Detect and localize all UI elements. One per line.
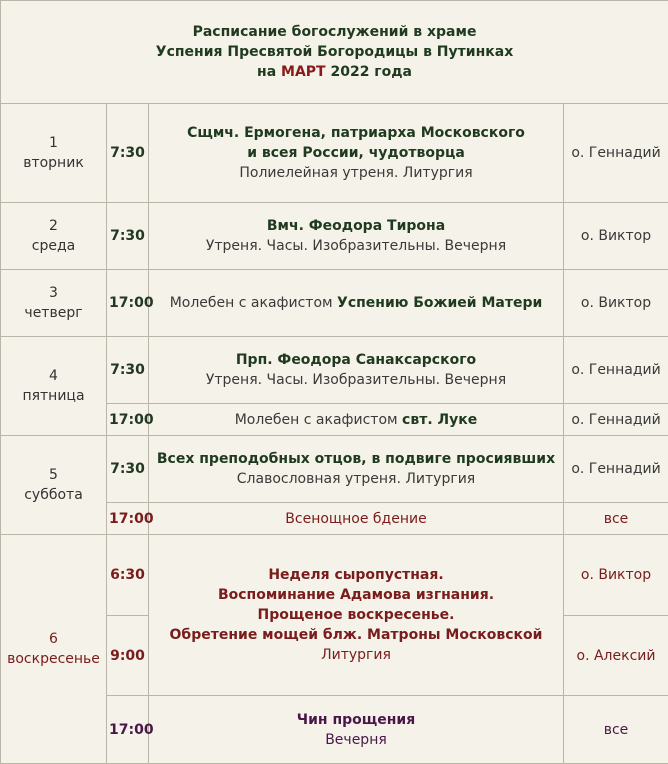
day-weekday: вторник	[3, 153, 104, 173]
day-cell	[1, 203, 107, 270]
day-cell	[1, 436, 107, 535]
feast-name: Чин прощения	[151, 710, 561, 730]
day-weekday: воскресенье	[3, 649, 104, 669]
service-cell	[149, 535, 564, 696]
feast-name: Обретение мощей блж. Матроны Московской	[151, 625, 561, 645]
service-cell	[149, 696, 564, 764]
day-weekday: четверг	[3, 303, 104, 323]
day-number: 5	[3, 465, 104, 485]
day-number: 1	[3, 133, 104, 153]
service-time: 17:00	[107, 404, 149, 436]
priest-name: о. Геннадий	[564, 404, 668, 436]
service-time: 7:30	[107, 436, 149, 503]
table-row	[1, 337, 668, 404]
priest-name: о. Виктор	[564, 270, 668, 337]
schedule-title	[1, 1, 668, 104]
table-row	[1, 270, 668, 337]
table-row	[1, 535, 668, 616]
day-number: 3	[3, 283, 104, 303]
day-cell	[1, 535, 107, 764]
service-name: Утреня. Часы. Изобразительны. Вечерня	[151, 236, 561, 256]
service-time: 7:30	[107, 203, 149, 270]
day-number: 6	[3, 629, 104, 649]
header-row	[1, 1, 668, 104]
service-name: Полиелейная утреня. Литургия	[151, 163, 561, 183]
priest-name: о. Виктор	[564, 535, 668, 616]
service-cell: Молебен с акафистом свт. Луке	[149, 404, 564, 436]
service-name: Всенощное бдение	[149, 503, 564, 535]
day-number: 4	[3, 366, 104, 386]
service-cell	[149, 436, 564, 503]
table-row	[1, 436, 668, 503]
service-cell	[149, 203, 564, 270]
table-row	[1, 203, 668, 270]
feast-name: Воспоминание Адамова изгнания.	[151, 585, 561, 605]
priest-name: все	[564, 696, 668, 764]
table-row	[1, 104, 668, 203]
service-time: 17:00	[107, 503, 149, 535]
priest-name: о. Геннадий	[564, 436, 668, 503]
service-cell	[149, 104, 564, 203]
day-cell	[1, 104, 107, 203]
title-line-2: Успения Пресвятой Богородицы в Путинках	[3, 42, 666, 62]
day-cell	[1, 270, 107, 337]
priest-name: о. Геннадий	[564, 104, 668, 203]
feast-name: Вмч. Феодора Тирона	[151, 216, 561, 236]
service-time: 17:00	[107, 696, 149, 764]
day-cell	[1, 337, 107, 436]
day-weekday: среда	[3, 236, 104, 256]
priest-name: о. Алексий	[564, 616, 668, 696]
title-line-1: Расписание богослужений в храме	[3, 22, 666, 42]
service-time: 6:30	[107, 535, 149, 616]
service-name: Литургия	[151, 645, 561, 665]
day-number: 2	[3, 216, 104, 236]
service-name: Славословная утреня. Литургия	[151, 469, 561, 489]
priest-name: все	[564, 503, 668, 535]
day-weekday: пятница	[3, 386, 104, 406]
service-cell	[149, 337, 564, 404]
feast-name: Сщмч. Ермогена, патриарха Московского	[151, 123, 561, 143]
priest-name: о. Геннадий	[564, 337, 668, 404]
feast-name: Неделя сыропустная.	[151, 565, 561, 585]
priest-name: о. Виктор	[564, 203, 668, 270]
month-name: МАРТ	[281, 64, 326, 80]
feast-name: Всех преподобных отцов, в подвиге просиявших	[151, 449, 561, 469]
akathist-dedication: Успению Божией Матери	[337, 295, 542, 311]
service-time: 17:00	[107, 270, 149, 337]
day-weekday: суббота	[3, 485, 104, 505]
service-cell: Молебен с акафистом Успению Божией Матери	[149, 270, 564, 337]
service-time: 7:30	[107, 337, 149, 404]
service-name: Утреня. Часы. Изобразительны. Вечерня	[151, 370, 561, 390]
service-name: Вечерня	[151, 730, 561, 750]
feast-name: Прощеное воскресенье.	[151, 605, 561, 625]
service-time: 9:00	[107, 616, 149, 696]
service-time: 7:30	[107, 104, 149, 203]
feast-name: и всея России, чудотворца	[151, 143, 561, 163]
title-line-3: на МАРТ 2022 года	[3, 62, 666, 82]
feast-name: Прп. Феодора Санаксарского	[151, 350, 561, 370]
akathist-dedication: свт. Луке	[402, 412, 477, 428]
